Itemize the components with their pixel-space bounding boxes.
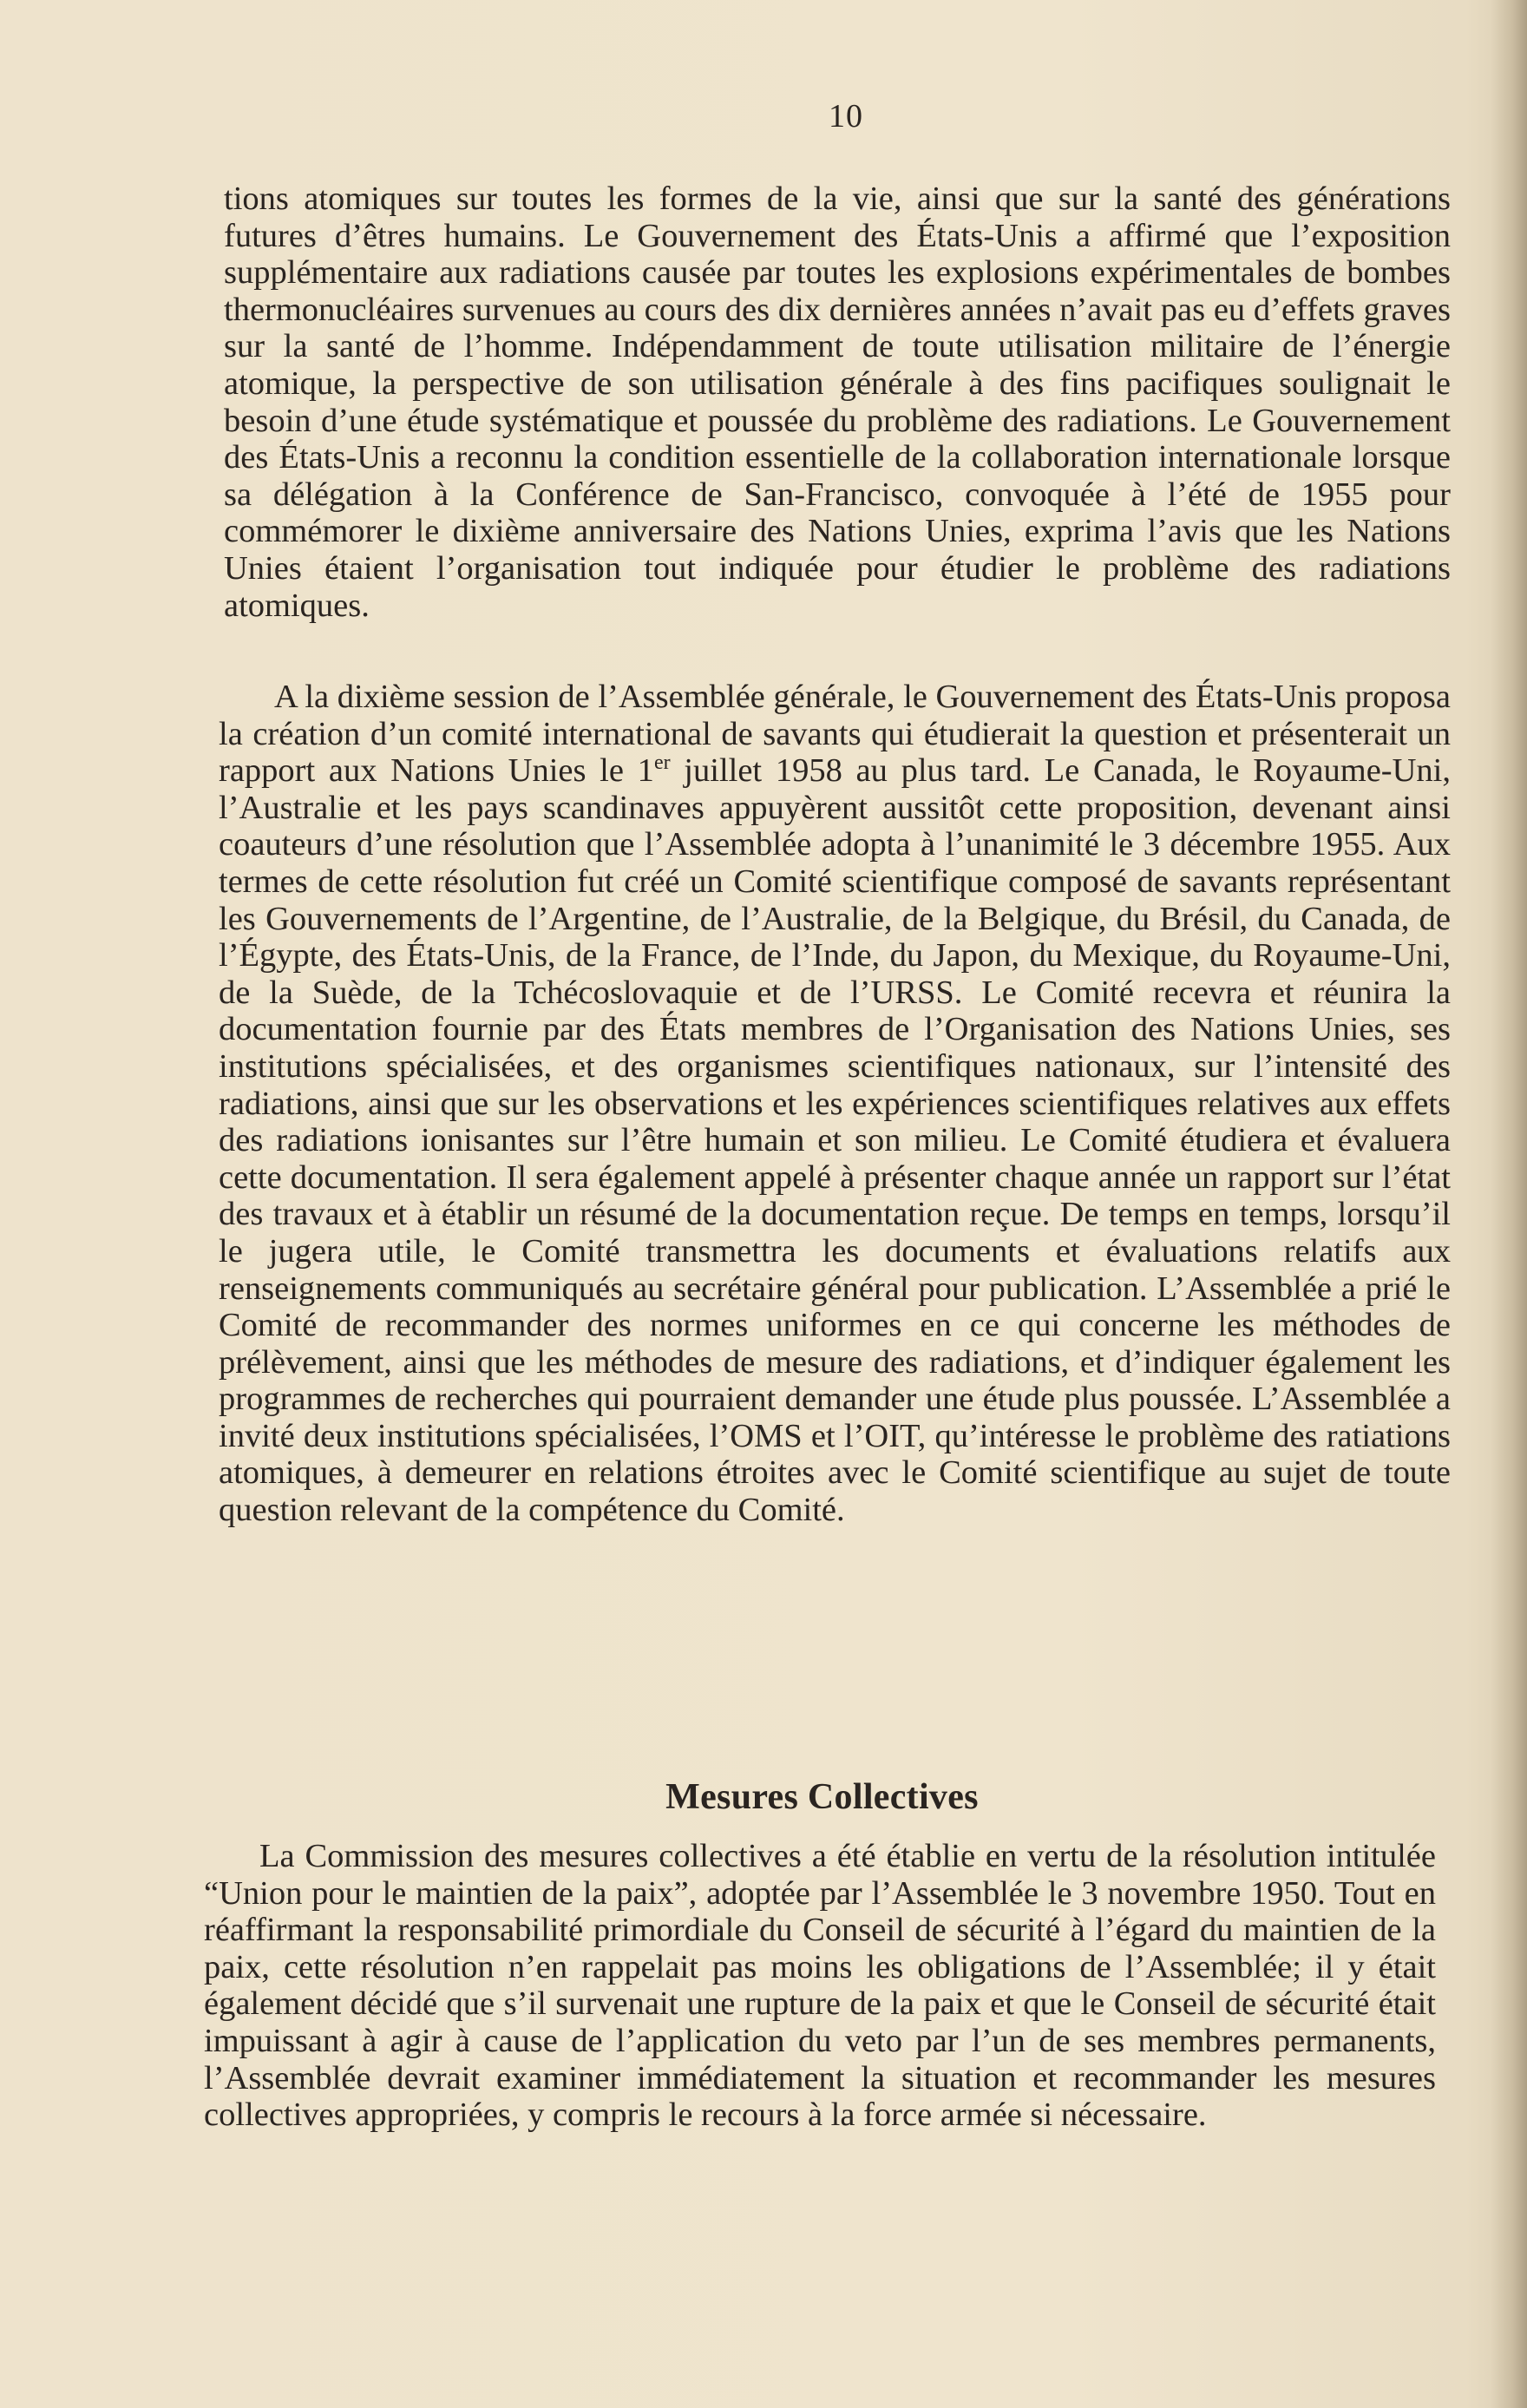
paragraph-mesures-collectives: La Commission des mesures collectives a été établie en vertu de la résolution intitulée “Union pour le maintien de la paix”, adoptée par l’Assemblée le 3 novembre 1950. Tout en réaffirmant la responsabilité primordiale du Conseil de sécurité à l’égard du maintien de la paix, cette résolution n’en rappelait pas moins les obligations de l’Assemblée; il y était également décidé que s’il survenait une rupture de la paix et que le Conseil de sécurité était impuissant à agir à cause de l’application du veto par l’un de ses membres permanents, l’Assemblée devrait examiner immédiatement la situation et recommander les mesures collectives appropriées, y compris le recours à la force armée si nécessaire. [204,1838,1436,2134]
section-heading: Mesures Collectives [665,1777,979,1817]
body-text-block-1 [224,180,1451,624]
paragraph-text-part-1: A la dixième session de l’Assemblée générale, le Gouvernement des États-Unis proposa la création d’un comité international de savants qui étudierait la question et présenterait un rapport aux Nations Unies le 1 [219,679,1451,790]
paragraph-radiations-continued: tions atomiques sur toutes les formes de la vie, ainsi que sur la santé des générations futures d’êtres humains. Le Gouvernement des États-Unis a affirmé que l’exposition supplémentaire aux radiations causée par toutes les explosions expérimentales de bombes thermonucléaires survenues au cours des dix dernières années n’avait pas eu d’effets graves sur la santé de l’homme. Indépendamment de toute utilisation militaire de l’énergie atomique, la perspective de son utilisation générale à des fins pacifiques soulignait le besoin d’une étude systématique et poussée du problème des radiations. Le Gouvernement des États-Unis a reconnu la condition essentielle de la collaboration internationale lorsque sa délégation à la Conférence de San-Francisco, convoquée à l’été de 1955 pour commémorer le dixième anniversaire des Nations Unies, exprima l’avis que les Nations Unies étaient l’organisation tout indiquée pour étudier le problème des radiations atomiques. [224,180,1451,624]
superscript-er: er [653,751,671,775]
body-text-block-2 [219,679,1451,1529]
page-number: 10 [829,98,863,135]
page-edge-shadow [1491,0,1527,2408]
paragraph-comite-scientifique [219,679,1451,1529]
body-text-block-3 [204,1838,1436,2134]
paragraph-text-part-2: juillet 1958 au plus tard. Le Canada, le Royaume-Uni, l’Australie et les pays scandinaves appuyèrent aussitôt cette proposition, devenant ainsi coauteurs d’une résolution que l’Assemblée adopta à l’unanimité le 3 décembre 1955. Aux termes de cette résolution fut créé un Comité scientifique composé de savants représentant les Gouvernements de l’Argentine, de l’Australie, de la Belgique, du Brésil, du Canada, de l’Égypte, des États-Unis, de la France, de l’Inde, du Japon, du Mexique, du Royaume-Uni, de la Suède, de la Tchécoslovaquie et de l’URSS. Le Comité recevra et réunira la documentation fournie par des États membres de l’Organisation des Nations Unies, ses institutions spécialisées, et des organismes scientifiques nationaux, sur l’intensité des radiations, ainsi que sur les observations et les expériences scientifiques relatives aux effets des radiations ionisantes sur l’être humain et son milieu. Le Comité étudiera et évaluera cette documentation. Il sera également appelé à présenter chaque année un rapport sur l’état des travaux et à établir un résumé de la documentation reçue. De temps en temps, lorsqu’il le jugera utile, le Comité transmettra les documents et évaluations relatifs aux renseignements communiqués au secrétaire général pour publication. L’Assemblée a prié le Comité de recommander des normes uniformes en ce qui concerne les méthodes de prélèvement, ainsi que les méthodes de mesure des radiations, et d’indiquer également les programmes de recherches qui pourraient demander une étude plus poussée. L’Assemblée a invité deux institutions spécialisées, l’OMS et l’OIT, qu’intéresse le problème des ratiations atomiques, à demeurer en relations étroites avec le Comité scientifique au sujet de toute question relevant de la compétence du Comité. [219,752,1451,1529]
